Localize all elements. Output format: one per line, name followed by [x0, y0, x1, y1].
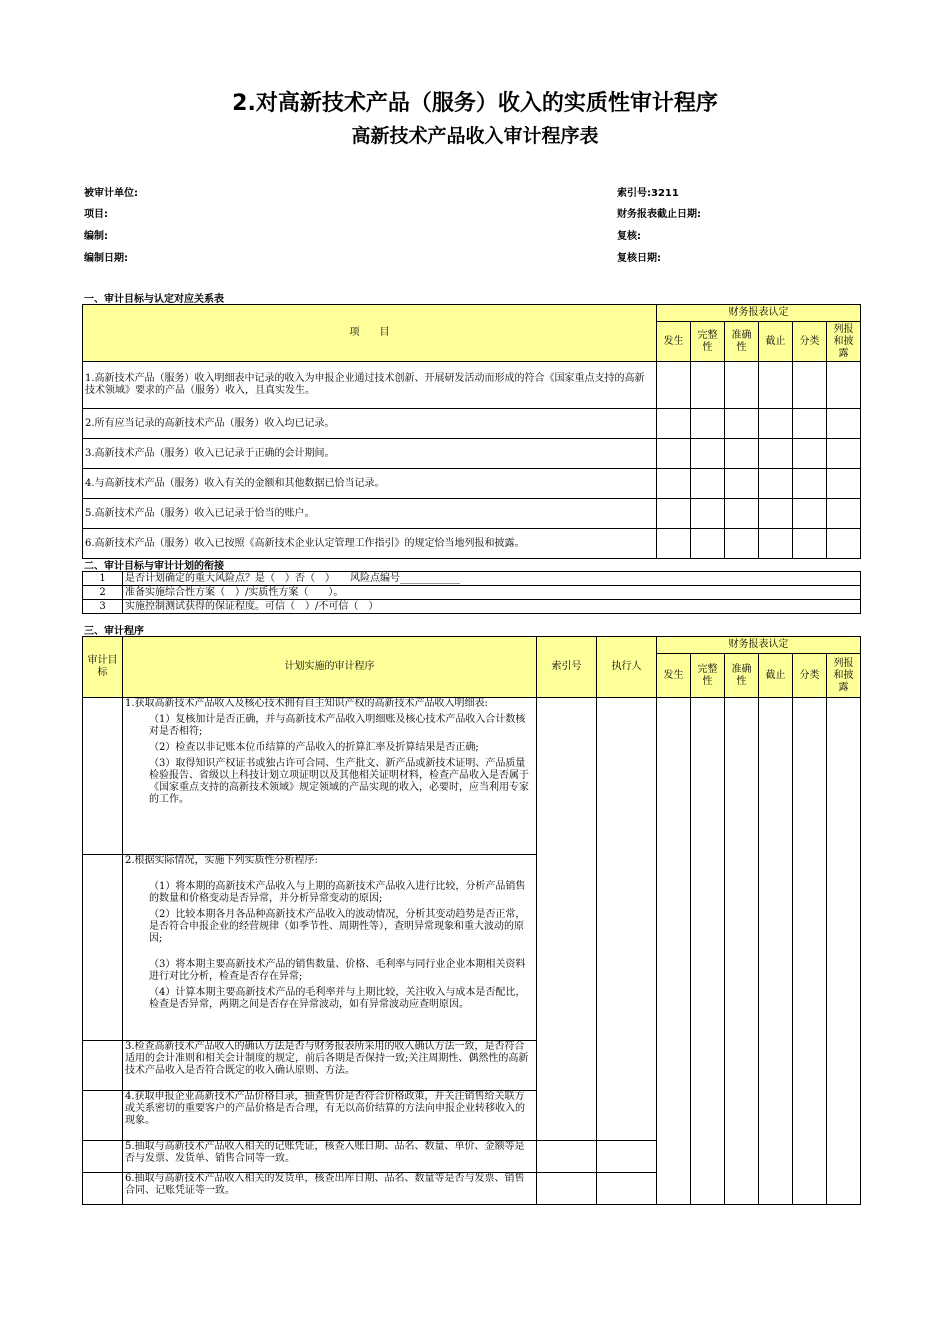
assertion-occurrence: 发生 — [657, 654, 691, 698]
assertion-classification: 分类 — [793, 322, 827, 362]
section2-heading: 二、审计目标与审计计划的衔接 — [84, 561, 224, 572]
reviewer-label: 复核: — [617, 231, 641, 242]
assertion-completeness: 完整性 — [691, 322, 725, 362]
procedure-5: 5.抽取与高新技术产品收入相关的记账凭证，核查入账日期、品名、数量、单价、金额等是否与发票、发货单、销售合同等一致。 — [123, 1141, 537, 1173]
assertion-classification: 分类 — [793, 654, 827, 698]
page-subtitle: 高新技术产品收入审计程序表 — [351, 125, 599, 147]
executor-header: 执行人 — [597, 637, 657, 698]
procedure-2 — [123, 855, 537, 1041]
procedure-2-head: 2.根据实际情况，实施下列实质性分析程序: — [125, 855, 318, 866]
assertion-group-header: 财务报表认定 — [657, 305, 861, 322]
review-date-label: 复核日期: — [617, 253, 661, 264]
procedure-6: 6.抽取与高新技术产品收入相关的发货单，核查出库日期、品名、数量等是否与发票、销售合同、记账凭证等一致。 — [123, 1173, 537, 1205]
objective-row-2: 2.所有应当记录的高新技术产品（服务）收入均已记录。 — [83, 409, 657, 439]
plan-row-number: 3 — [83, 600, 123, 614]
period-end-label: 财务报表截止日期: — [617, 209, 701, 220]
index-number-label: 索引号:3211 — [617, 188, 679, 199]
assertion-accuracy: 准确性 — [725, 654, 759, 698]
procedure-1-head: 1.获取高新技术产品收入及核心技术拥有自主知识产权的高新技术产品收入明细表: — [125, 698, 488, 709]
plan-row-text: 准备实施综合性方案（ ）/实质性方案（ ）。 — [123, 586, 861, 600]
preparer-label: 编制: — [84, 231, 108, 242]
item-column-header: 项 目 — [83, 305, 657, 362]
page-title: 2.对高新技术产品（服务）收入的实质性审计程序 — [232, 91, 718, 116]
plan-row-number: 2 — [83, 586, 123, 600]
assertion-cutoff: 截止 — [759, 654, 793, 698]
section1-heading: 一、审计目标与认定对应关系表 — [84, 294, 224, 305]
project-label: 项目: — [84, 209, 108, 220]
plan-row-number: 1 — [83, 572, 123, 586]
procedure-1-step-2: （2）检查以非记账本位币结算的产品收入的折算汇率及折算结果是否正确; — [149, 742, 479, 753]
assertion-cutoff: 截止 — [759, 322, 793, 362]
procedure-1-step-1: （1）复核加计是否正确，并与高新技术产品收入明细账及核心技术产品收入合计数核对是否相符; — [149, 714, 526, 737]
procedure-table — [82, 636, 861, 1205]
assertion-accuracy: 准确性 — [725, 322, 759, 362]
objective-row-1: 1.高新技术产品（服务）收入明细表中记录的收入为申报企业通过技术创新、开展研发活动而形成的符合《国家重点支持的高新技术领域》要求的产品（服务）收入，且真实发生。 — [83, 362, 657, 409]
prep-date-label: 编制日期: — [84, 253, 128, 264]
procedure-3: 3.检查高新技术产品收入的确认方法是否与财务报表所采用的收入确认方法一致，是否符合适用的会计准则和相关会计制度的规定，前后各期是否保持一致;关注周期性、偶然性的高新技术产品收入是否符合既定的收入确认原则、方法。 — [123, 1041, 537, 1091]
assertion-occurrence: 发生 — [657, 322, 691, 362]
procedure-header: 计划实施的审计程序 — [123, 637, 537, 698]
audit-target-header: 审计目标 — [83, 637, 123, 698]
assertion-presentation: 列报和披露 — [827, 654, 861, 698]
procedure-1 — [123, 698, 537, 855]
objective-row-6: 6.高新技术产品（服务）收入已按照《高新技术企业认定管理工作指引》的规定恰当地列报和披露。 — [83, 529, 657, 559]
plan-row-text: 实施控制测试获得的保证程度。可信（ ）/不可信（ ） — [123, 600, 861, 614]
objective-row-4: 4.与高新技术产品（服务）收入有关的金额和其他数据已恰当记录。 — [83, 469, 657, 499]
procedure-4: 4.获取申报企业高新技术产品价格目录，抽查售价是否符合价格政策，并关注销售给关联方或关系密切的重要客户的产品价格是否合理，有无以高价结算的方法向申报企业转移收入的现象。 — [123, 1091, 537, 1141]
audited-unit-label: 被审计单位: — [84, 188, 138, 199]
procedure-2-step-1: （1）将本期的高新技术产品收入与上期的高新技术产品收入进行比较，分析产品销售的数量和价格变动是否异常，并分析异常变动的原因; — [149, 881, 526, 904]
plan-row-text: 是否计划确定的重大风险点？是（ ）否（ ） 风险点编号____________ — [123, 572, 861, 586]
procedure-1-step-3: （3）取得知识产权证书或独占许可合同、生产批文、新产品或新技术证明、产品质量检验报告、省级以上科技计划立项证明以及其他相关证明材料，检查产品收入是否属于《国家重点支持的高新技术领域》规定领域的产品实现的收入，必要时，应当利用专家的工作。 — [149, 758, 529, 805]
objective-row-5: 5.高新技术产品（服务）收入已记录于恰当的账户。 — [83, 499, 657, 529]
index-header: 索引号 — [537, 637, 597, 698]
assertion-presentation: 列报和披露 — [827, 322, 861, 362]
plan-table — [82, 571, 861, 614]
procedure-2-step-3: （3）将本期主要高新技术产品的销售数量、价格、毛利率与同行业企业本期相关资料进行对比分析，检查是否存在异常; — [149, 959, 526, 982]
section3-heading: 三、审计程序 — [84, 626, 144, 637]
assertion-completeness: 完整性 — [691, 654, 725, 698]
assertion-group-header: 财务报表认定 — [657, 637, 861, 654]
procedure-2-step-2: （2）比较本期各月各品种高新技术产品收入的波动情况，分析其变动趋势是否正常，是否符合申报企业的经营规律（如季节性、周期性等），查明异常现象和重大波动的原因; — [149, 909, 526, 944]
assertion-table — [82, 304, 861, 559]
procedure-2-step-4: （4）计算本期主要高新技术产品的毛利率并与上期比较，关注收入与成本是否配比，检查是否异常，两期之间是否存在异常波动，如有异常波动应查明原因。 — [149, 987, 526, 1010]
objective-row-3: 3.高新技术产品（服务）收入已记录于正确的会计期间。 — [83, 439, 657, 469]
